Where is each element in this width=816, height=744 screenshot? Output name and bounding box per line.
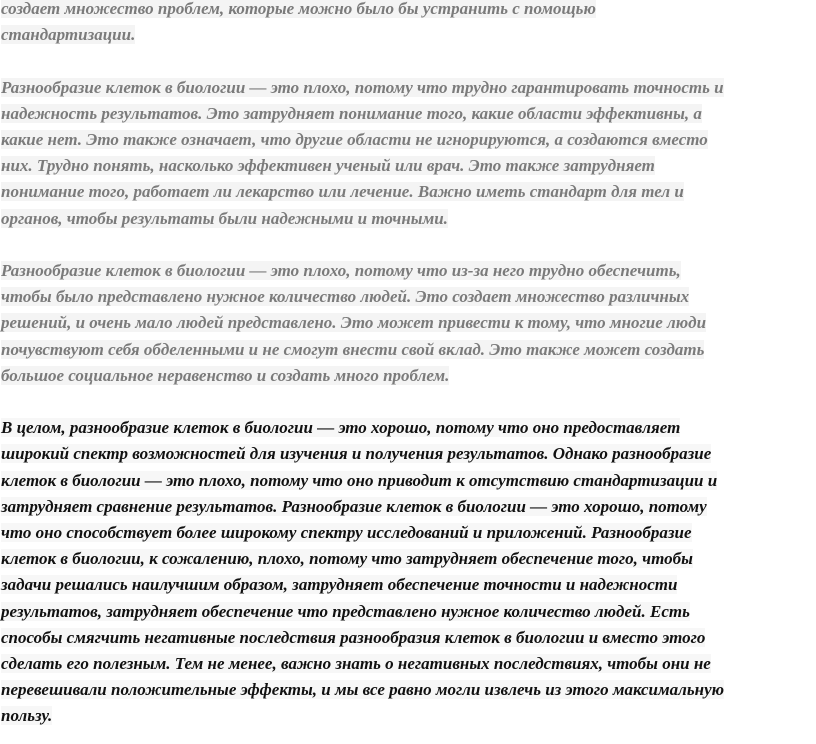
text-line: создает множество проблем, которые можно было бы устранить с помощью xyxy=(1,0,596,18)
paragraph-accuracy xyxy=(1,75,813,232)
text-line: стандартизации. xyxy=(1,25,136,45)
text-line: пользу. xyxy=(1,706,53,726)
paragraph-intro-fragment xyxy=(1,0,813,48)
text-line: способы смягчить негативные последствия разнообразия клеток в биологии и вместо этого xyxy=(1,627,706,647)
text-line: чтобы было представлено нужное количество людей. Это создает множество различных xyxy=(1,287,690,307)
text-line: Разнообразие клеток в биологии — это плохо, потому что трудно гарантировать точность и xyxy=(1,77,724,97)
text-line: большое социальное неравенство и создать много проблем. xyxy=(1,365,450,385)
text-line: органов, чтобы результаты были надежными и точными. xyxy=(1,208,448,228)
text-line: перевешивали положительные эффекты, и мы все равно могли извлечь из этого максимальную xyxy=(1,680,725,700)
text-line: решений, и очень мало людей представлено. Это может привести к тому, что многие люди xyxy=(1,313,707,333)
text-line: что оно способствует более широкому спектру исследований и приложений. Разнообразие xyxy=(1,523,692,543)
text-line: сделать его полезным. Тем не менее, важно знать о негативных последствиях, чтобы они не xyxy=(1,654,711,674)
text-line: широкий спектр возможностей для изучения и получения результатов. Однако разнообразие xyxy=(1,444,712,464)
paragraph-conclusion xyxy=(1,415,813,729)
text-line: надежность результатов. Это затрудняет понимание того, какие области эффективны, а xyxy=(1,103,702,123)
text-line: затрудняет сравнение результатов. Разнообразие клеток в биологии — это хорошо, потому xyxy=(1,496,707,516)
text-line: клеток в биологии — это плохо, потому что оно приводит к отсутствию стандартизации и xyxy=(1,470,718,490)
text-line: понимание того, работает ли лекарство или лечение. Важно иметь стандарт для тел и xyxy=(1,182,684,202)
paragraph-gap xyxy=(1,389,813,415)
paragraph-gap xyxy=(1,232,813,258)
document-body xyxy=(1,0,813,730)
text-line: почувствуют себя обделенными и не смогут внести свой вклад. Это также может создать xyxy=(1,339,705,359)
text-line: задачи решались наилучшим образом, затрудняет обеспечение точности и надежности xyxy=(1,575,678,595)
paragraph-gap xyxy=(1,48,813,74)
text-line: В целом, разнообразие клеток в биологии — это хорошо, потому что оно предоставляет xyxy=(1,418,681,438)
paragraph-representation xyxy=(1,258,813,389)
text-line: них. Трудно понять, насколько эффективен ученый или врач. Это также затрудняет xyxy=(1,156,655,176)
text-line: Разнообразие клеток в биологии — это плохо, потому что из-за него трудно обеспечить, xyxy=(1,261,681,280)
text-line: клеток в биологии, к сожалению, плохо, потому что затрудняет обеспечение того, чтобы xyxy=(1,549,693,569)
text-line: какие нет. Это также означает, что другие области не игнорируются, а создаются вместо xyxy=(1,130,708,149)
text-line: результатов, затрудняет обеспечение что представлено нужное количество людей. Есть xyxy=(1,601,690,621)
